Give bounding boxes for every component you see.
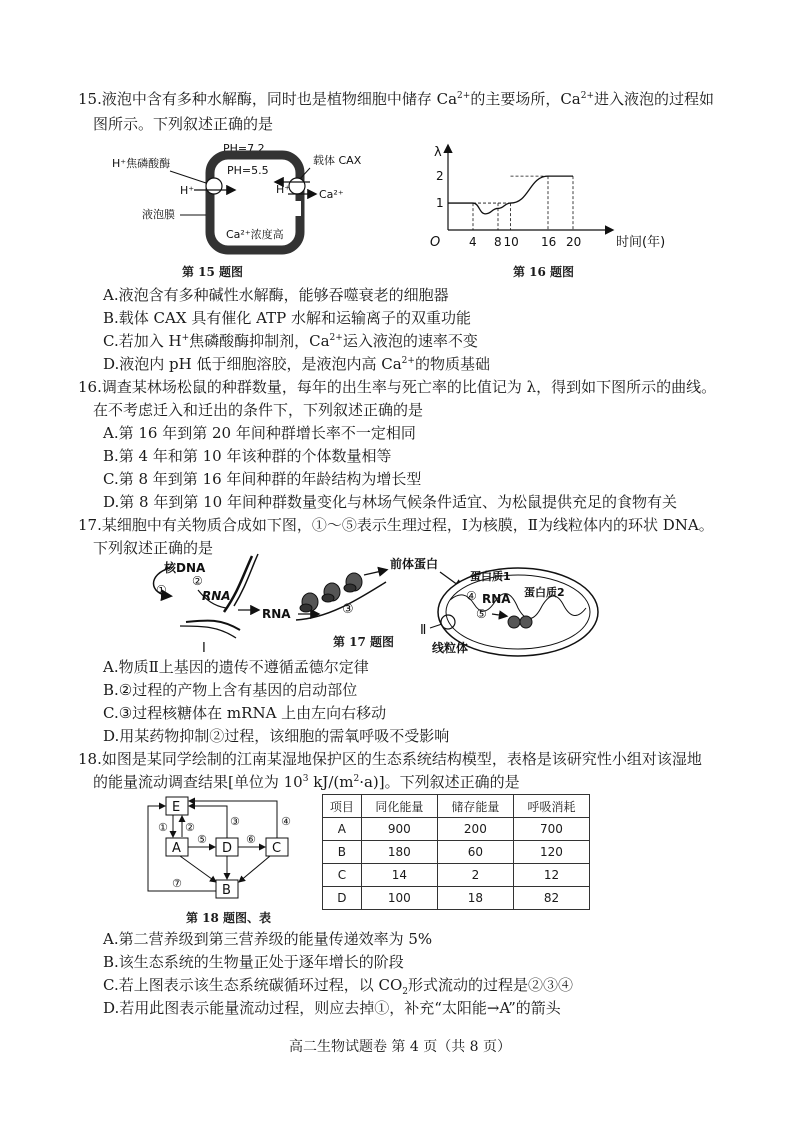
q15-option-c: C.若加入 H+焦磷酸酶抑制剂，$Ca^{2+}$运入液泡的速率不变 [103, 332, 478, 350]
q16-option-a: A.第 16 年到第 20 年间种群增长率不一定相同 [103, 424, 416, 442]
ph-out-label: PH=7.2 [223, 142, 265, 155]
table-header: 同化能量 [361, 795, 437, 818]
svg-text:④: ④ [281, 815, 291, 828]
rna-label-2: RNA [262, 607, 291, 621]
q18-option-b: B.该生态系统的生物量正处于逐年增长的阶段 [103, 953, 404, 971]
nuclear-dna-label: 核DNA [164, 561, 206, 575]
svg-text:E: E [172, 800, 181, 815]
q17-caption: 第 17 题图 [333, 635, 395, 649]
q17-option-a: A.物质Ⅱ上基因的遗传不遵循孟德尔定律 [103, 658, 369, 676]
table-header-row [323, 795, 590, 818]
table-header: 储存能量 [437, 795, 513, 818]
q18-option-a: A.第二营养级到第三营养级的能量传递效率为 5% [103, 930, 433, 948]
table-row: D 100 18 82 [323, 887, 590, 910]
table-header: 呼吸消耗 [513, 795, 589, 818]
h-ion-label: H⁺ [180, 184, 195, 197]
q15-caption: 第 15 题图 [182, 265, 244, 279]
x-tick-label: 20 [566, 235, 582, 249]
ph-in-label: PH=5.5 [227, 164, 269, 177]
q17-stem-line2: 下列叙述正确的是 [93, 539, 214, 557]
nuclear-membrane-upper [224, 556, 252, 612]
conc-label: Ca²⁺浓度高 [226, 228, 284, 241]
y-tick-label: 2 [436, 169, 444, 184]
x-tick-label: 10 [503, 235, 519, 249]
table-header: 项目 [323, 795, 362, 818]
membrane-i-label: Ⅰ [202, 641, 206, 656]
pump-label: H⁺焦磷酸酶 [112, 157, 171, 170]
h-ion-label-right: H⁺ [276, 183, 291, 196]
q15-vacuole-figure [110, 138, 360, 258]
process-5-label: ⑤ [476, 607, 487, 621]
svg-text:D: D [222, 841, 233, 856]
carrier-label: 载体 CAX [313, 154, 362, 167]
pump-protein [206, 178, 222, 194]
svg-text:⑤: ⑤ [197, 833, 207, 846]
q16-caption: 第 16 题图 [513, 265, 575, 279]
q15-option-a: A.液泡含有多种碱性水解酶，能够吞噬衰老的细胞器 [103, 286, 449, 304]
q17-option-c: C.③过程核糖体在 mRNA 上由左向右移动 [103, 704, 387, 722]
svg-text:②: ② [185, 821, 195, 834]
q17-option-b: B.②过程的产物上含有基因的启动部位 [103, 681, 358, 699]
x-tick-label: 8 [494, 235, 502, 249]
membrane-label: 液泡膜 [142, 208, 175, 221]
y-axis-label: λ [434, 145, 442, 160]
q18-option-d: D.若用此图表示能量流动过程，则应去掉①，补充“太阳能→A”的箭头 [103, 999, 561, 1017]
q18-energy-table [322, 794, 590, 910]
rna-label-3: RNA [482, 592, 511, 606]
svg-text:⑥: ⑥ [246, 833, 256, 846]
svg-text:A: A [172, 841, 181, 856]
process-1-label: ① [156, 583, 167, 597]
x-axis-label: 时间(年) [616, 235, 666, 250]
x-tick-label: 16 [541, 235, 557, 249]
ribosome-1 [300, 593, 318, 612]
process-3-label: ③ [342, 602, 354, 617]
svg-text:①: ① [158, 821, 168, 834]
q18-ecosystem-figure [140, 795, 320, 907]
q18-option-c: C.若上图表示该生态系统碳循环过程，以 $CO_2$形式流动的过程是②③④ [103, 976, 574, 997]
cax-carrier [289, 178, 305, 194]
q17-stem-line1: 17.某细胞中有关物质合成如下图，①～⑤表示生理过程，Ⅰ为核膜，Ⅱ为线粒体内的环状 DNA。 [78, 516, 714, 534]
q16-option-b: B.第 4 年和第 10 年该种群的个体数量相等 [103, 447, 392, 465]
q16-stem-line1: 16.调查某林场松鼠的种群数量，每年的出生率与死亡率的比值记为 λ，得到如下图所示的曲线。 [78, 378, 717, 396]
table-row: B 180 60 120 [323, 841, 590, 864]
x-tick-label: 4 [469, 235, 477, 249]
q16-lambda-chart [420, 138, 666, 260]
q15-stem-line1: 15.液泡中含有多种水解酶，同时也是植物细胞中储存 $Ca^{2+}$的主要场所，$Ca^{2+}$进入液泡的过程如 [78, 90, 715, 108]
svg-text:⑦: ⑦ [172, 877, 182, 890]
process-4-label: ④ [466, 589, 477, 603]
process-2-label: ② [192, 574, 203, 588]
table-row: A 900 200 700 [323, 818, 590, 841]
q17-synthesis-figure [140, 548, 670, 660]
q18-stem-line1: 18.如图是某同学绘制的江南某湿地保护区的生态系统结构模型，表格是该研究性小组对该湿地 [78, 750, 702, 768]
q18-caption: 第 18 题图、表 [186, 911, 272, 925]
page-footer: 高二生物试题卷 第 4 页（共 8 页） [288, 1039, 512, 1055]
protein-2-label: 蛋白质2 [524, 586, 565, 599]
svg-text:③: ③ [230, 815, 240, 828]
q15-option-d: D.液泡内 pH 低于细胞溶胶，是液泡内高 $Ca^{2+}$的物质基础 [103, 355, 490, 373]
q17-option-d: D.用某药物抑制②过程，该细胞的需氧呼吸不受影响 [103, 727, 450, 745]
precursor-protein-label: 前体蛋白 [390, 557, 439, 571]
dna-ii-label: Ⅱ [420, 623, 427, 638]
q16-stem-line2: 在不考虑迁入和迁出的条件下，下列叙述正确的是 [93, 401, 424, 419]
q18-stem-line2: 的能量流动调查结果[单位为 $10^3$ $kJ/(m^2\cdot a)$]。下列叙述正确的是 [93, 773, 520, 791]
origin-label: O [430, 235, 441, 250]
svg-text:C: C [272, 841, 282, 856]
y-tick-label: 1 [436, 196, 444, 211]
q16-option-d: D.第 8 年到第 10 年间种群数量变化与林场气候条件适宜、为松鼠提供充足的食物有关 [103, 493, 677, 511]
q15-option-b: B.载体 CAX 具有催化 ATP 水解和运输离子的双重功能 [103, 309, 471, 327]
rna-label-1: RNA [202, 589, 231, 603]
protein-1-label: 蛋白质1 [470, 570, 511, 583]
table-row: C 14 2 12 [323, 864, 590, 887]
ribosome-2 [322, 583, 340, 602]
ribosome-3 [344, 573, 362, 592]
mitochondrion-label: 线粒体 [432, 641, 469, 655]
q16-option-c: C.第 8 年到第 16 年间种群的年龄结构为增长型 [103, 470, 422, 488]
svg-text:B: B [222, 883, 231, 898]
ca-ion-label: Ca²⁺ [319, 188, 344, 201]
q15-stem-line2: 图所示。下列叙述正确的是 [93, 115, 274, 133]
